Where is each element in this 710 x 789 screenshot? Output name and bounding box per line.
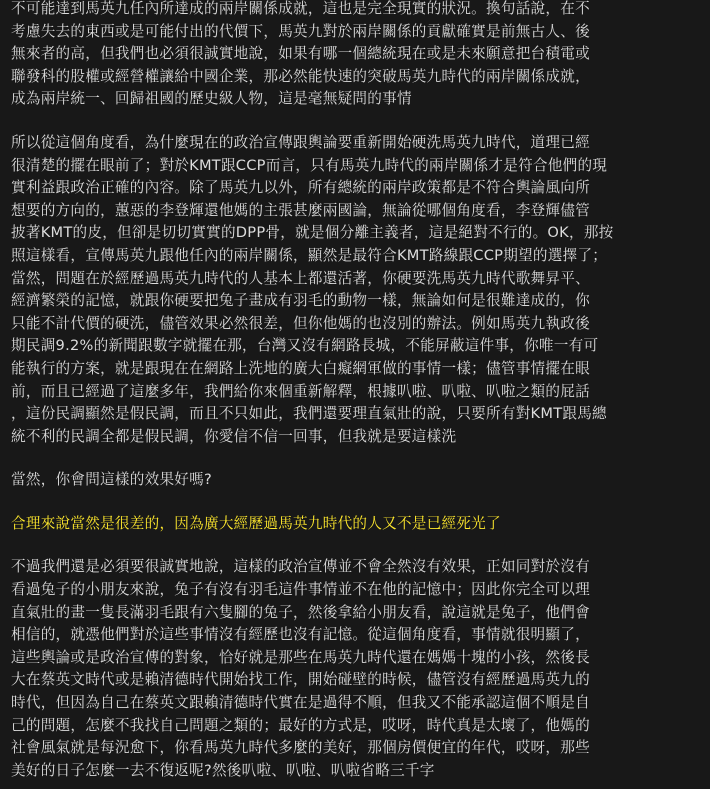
text-line: 合理來說當然是很差的，因為廣大經歷過馬英九時代的人又不是已經死光了 [11, 514, 501, 532]
paragraph-gap [0, 111, 710, 132]
text-line: 想要的方向的，蕙惡的李登輝還他媽的主張甚麼兩國論，無論從哪個角度看，李登輝儘管 [11, 201, 590, 219]
paragraph-gap [0, 448, 710, 469]
text-line: 很清楚的擺在眼前了；對於KMT跟CCP而言，只有馬英九時代的兩岸關係才是符合他們的現 [11, 156, 608, 174]
text-line: 己的問題，怎麼不我找自己問題之類的；最好的方式是，哎呀，時代真是太壞了，他媽的 [11, 716, 590, 734]
text-line: 美好的日子怎麼一去不復返呢?然後叭啦、叭啦、叭啦省略三千字 [11, 761, 435, 779]
paragraph-gap [0, 535, 710, 556]
text-line: 直氣壯的畫一隻長滿羽毛跟有六隻腳的兔子，然後拿給小朋友看，說這就是兔子，他們會 [11, 603, 590, 621]
highlighted-paragraph [0, 513, 710, 536]
text-line: 能執行的方案，就是跟現在在網路上洗地的廣大白癡網軍做的事情一樣；儘管事情擺在眼 [11, 359, 590, 377]
text-line: 考慮失去的東西或是可能付出的代價下，馬英九對於兩岸關係的貢獻確實是前無古人、後 [11, 22, 590, 40]
text-line: 前，而且已經過了這麼多年，我們給你來個重新解釋，根據叭啦、叭啦、叭啦之類的屁話 [11, 382, 590, 400]
text-line: 統不利的民調全都是假民調，你愛信不信一回事，但我就是要這樣洗 [11, 427, 457, 445]
text-line: 社會風氣就是每況愈下，你看馬英九時代多麼的美好，那個房價便宜的年代，哎呀，那些 [11, 739, 590, 757]
text-line: 經濟繁榮的記憶，就跟你硬要把兔子畫成有羽毛的動物一樣，無論如何是很難達成的，你 [11, 292, 590, 310]
paragraph [0, 132, 710, 448]
text-line: 當然，你會問這樣的效果好嗎? [11, 471, 212, 489]
text-line: 當然，問題在於經歷過馬英九時代的人基本上都還活著，你硬要洗馬英九時代歌舞昇平、 [11, 269, 590, 287]
text-line: 時代，但因為自己在蔡英文跟賴清德時代實在是過得不順，但我又不能承認這個不順是自 [11, 694, 590, 712]
text-line: 看過兔子的小朋友來說，兔子有沒有羽毛這件事情並不在他的記憶中；因此你完全可以理 [11, 581, 590, 599]
text-line: ，這份民調顯然是假民調，而且不只如此，我們還要理直氣壯的說，只要所有對KMT跟馬總 [11, 405, 607, 423]
text-line: 聯發科的股權或經營權讓給中國企業，那必然能快速的突破馬英九時代的兩岸關係成就， [11, 67, 590, 85]
paragraph [0, 556, 710, 782]
text-line: 期民調9.2%的新聞跟數字就擺在那，台灣又沒有網路長城，不能屏蔽這件事，你唯一有可 [11, 337, 599, 355]
text-line: 不可能達到馬英九任內所達成的兩岸關係成就，這也是完全現實的狀況。換句話說，在不 [11, 0, 590, 17]
paragraph [0, 469, 710, 492]
text-line: 這些輿論或是政治宣傳的對象，恰好就是那些在馬英九時代還在媽媽十塊的小孩，然後長 [11, 648, 590, 666]
text-line: 成為兩岸統一、回歸祖國的歷史級人物，這是毫無疑問的事情 [11, 90, 412, 108]
text-line: 無來者的高，但我們也必須很誠實地說，如果有哪一個總統現在或是未來願意把台積電或 [11, 45, 590, 63]
text-line: 不過我們還是必須要很誠實地說，這樣的政治宣傳並不會全然沒有效果，正如同對於沒有 [11, 558, 590, 576]
text-line: 只能不計代價的硬洗，儘管效果必然很差，但你他媽的也沒別的辦法。例如馬英九執政後 [11, 314, 590, 332]
paragraph [0, 0, 710, 111]
text-line: 相信的，就憑他們對於這些事情沒有經歷也沒有記憶。從這個角度看，事情就很明顯了， [11, 626, 590, 644]
text-line: 照這樣看，宣傳馬英九跟他任內的兩岸關係，顯然是最符合KMT路線跟CCP期望的選擇了； [11, 246, 608, 264]
text-line: 實利益跟政治正確的內容。除了馬英九以外，所有總統的兩岸政策都是不符合輿論風向所 [11, 179, 590, 197]
text-line: 大在蔡英文時代或是賴清德時代開始找工作，開始碰壁的時候，儘管沒有經歷過馬英九的 [11, 671, 590, 689]
text-line: 所以從這個角度看，為什麼現在的政治宣傳跟輿論要重新開始硬洗馬英九時代，道理已經 [11, 133, 590, 151]
paragraph-gap [0, 492, 710, 513]
text-line: 披著KMT的皮，但卻是切切實實的DPP骨，就是個分離主義者，這是絕對不行的。OK，那按 [11, 224, 614, 242]
